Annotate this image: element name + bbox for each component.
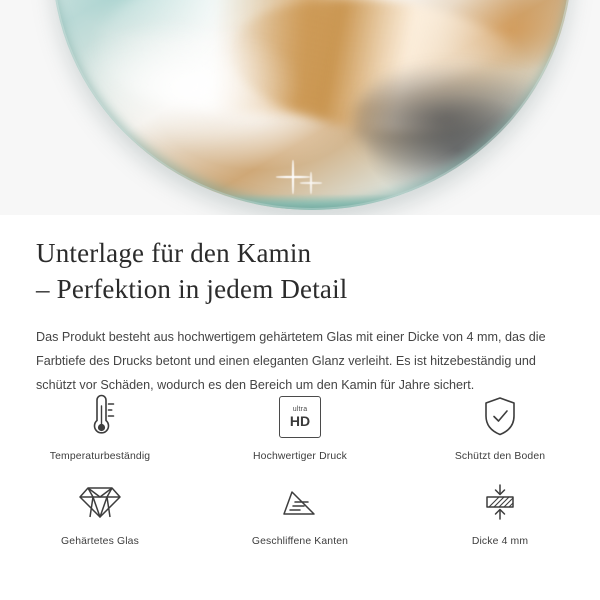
feature-item-thickness <box>400 478 600 547</box>
feature-label: Dicke 4 mm <box>471 536 529 547</box>
feature-item-temperature <box>0 393 200 462</box>
polished-edges-icon <box>278 478 322 526</box>
feature-label: Schützt den Boden <box>454 451 546 462</box>
feature-item-polished-edges <box>200 478 400 547</box>
feature-item-print-quality <box>200 393 400 462</box>
product-description-paragraph: Das Produkt besteht aus hochwertigem gehärtetem Glas mit einer Dicke von 4 mm, das die Farbtiefe des Drucks betont und einen eleganten Glanz verleiht. Es ist hitzebeständig und schützt vor Schäden, wodurch es den Bereich um den Kamin für Jahre sichert. <box>36 330 546 392</box>
feature-label: Geschliffene Kanten <box>251 536 349 547</box>
feature-item-tempered-glass <box>0 478 200 547</box>
page-title-line-2: – Perfektion in jedem Detail <box>36 274 348 304</box>
thickness-arrows-icon <box>479 478 521 526</box>
feature-label: Temperaturbeständig <box>49 451 151 462</box>
ultra-hd-badge-bottom: HD <box>289 413 311 429</box>
page-title <box>0 215 600 307</box>
ultra-hd-badge-top: ultra <box>292 406 308 413</box>
page-title-line-1: Unterlage für den Kamin <box>36 238 312 268</box>
shield-check-icon <box>479 393 521 441</box>
text-content <box>0 215 600 397</box>
diamond-icon <box>77 478 123 526</box>
feature-grid <box>0 393 600 547</box>
feature-label: Gehärtetes Glas <box>61 536 139 547</box>
thermometer-icon <box>80 393 120 441</box>
feature-label: Hochwertiger Druck <box>253 451 347 462</box>
hero-image <box>0 0 600 215</box>
ultra-hd-icon <box>279 393 321 441</box>
feature-item-floor-protection <box>400 393 600 462</box>
